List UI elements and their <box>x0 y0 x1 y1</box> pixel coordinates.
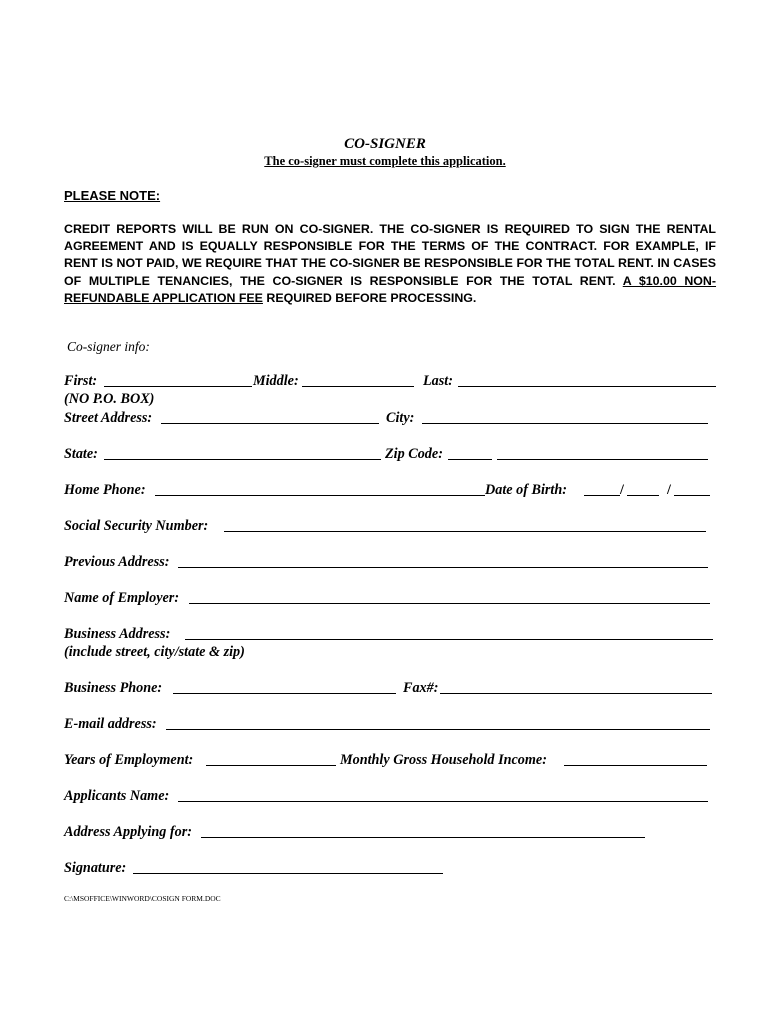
employer-field[interactable] <box>189 603 710 604</box>
city-label: City: <box>386 410 415 426</box>
state-field[interactable] <box>104 459 381 460</box>
form-subtitle: The co-signer must complete this application. <box>264 154 506 168</box>
previous-address-field[interactable] <box>178 567 708 568</box>
zip-code-label: Zip Code: <box>385 446 443 462</box>
dob-day-field[interactable] <box>627 495 659 496</box>
first-name-label: First: <box>64 373 98 389</box>
business-address-field[interactable] <box>185 639 713 640</box>
business-address-hint: (include street, city/state & zip) <box>64 644 245 660</box>
monthly-income-field[interactable] <box>564 765 707 766</box>
employer-label: Name of Employer: <box>64 590 180 606</box>
fax-label: Fax#: <box>403 680 439 696</box>
state-label: State: <box>64 446 98 462</box>
previous-address-label: Previous Address: <box>64 554 170 570</box>
street-address-field[interactable] <box>161 423 379 424</box>
years-employment-field[interactable] <box>206 765 336 766</box>
email-field[interactable] <box>166 729 710 730</box>
home-phone-label: Home Phone: <box>64 482 146 498</box>
dob-year-field[interactable] <box>674 495 710 496</box>
notice-paragraph <box>64 221 716 307</box>
notice-text-end: REQUIRED BEFORE PROCESSING. <box>262 290 477 305</box>
applicants-name-field[interactable] <box>178 801 708 802</box>
please-note-heading: PLEASE NOTE: <box>64 188 161 203</box>
business-phone-label: Business Phone: <box>64 680 163 696</box>
dob-separator: / <box>620 482 624 498</box>
notice-text-start: CREDIT REPORTS WILL BE RUN ON CO-SIGNER. THE CO-SIGNER IS REQUIRED TO SIGN THE RENTAL AGREEMENT AND IS EQUALLY RESPONSIBLE FOR THE TERMS OF THE CONTRACT. FOR EXAMPLE, IF RENT IS NOT PAID, WE REQUIRE THAT THE CO-SIGNER BE RESPONSIBLE FOR THE TOTAL RENT. IN CASES OF MULTIPLE TENANCIES, THE CO-SIGNER IS RESPONSIBLE FOR THE TOTAL RENT. <box>64 222 716 288</box>
applicants-name-label: Applicants Name: <box>64 788 170 804</box>
ssn-field[interactable] <box>224 531 706 532</box>
signature-label: Signature: <box>64 860 127 876</box>
city-field[interactable] <box>422 423 708 424</box>
business-address-label: Business Address: <box>64 626 171 642</box>
address-applying-field[interactable] <box>201 837 645 838</box>
last-name-field[interactable] <box>458 386 716 387</box>
dob-separator: / <box>667 482 671 498</box>
years-employment-label: Years of Employment: <box>64 752 194 768</box>
business-phone-field[interactable] <box>173 693 396 694</box>
no-po-box-note: (NO P.O. BOX) <box>64 391 155 407</box>
date-of-birth-label: Date of Birth: <box>485 482 567 498</box>
application-fee-text: A $10.00 NON-REFUNDABLE APPLICATION FEE <box>64 273 717 305</box>
home-phone-field[interactable] <box>155 495 485 496</box>
email-label: E-mail address: <box>64 716 157 732</box>
ssn-label: Social Security Number: <box>64 518 209 534</box>
address-applying-label: Address Applying for: <box>64 824 192 840</box>
first-name-field[interactable] <box>104 386 252 387</box>
file-path-footer: C:\MSOFFICE\WINWORD\COSIGN FORM.DOC <box>64 894 221 903</box>
cosigner-info-label: Co-signer info: <box>67 339 150 354</box>
last-name-label: Last: <box>423 373 453 389</box>
street-address-label: Street Address: <box>64 410 153 426</box>
middle-name-label: Middle: <box>253 373 299 389</box>
middle-name-field[interactable] <box>302 386 414 387</box>
fax-field[interactable] <box>440 693 712 694</box>
zip-code-extension-field[interactable] <box>497 459 708 460</box>
signature-field[interactable] <box>133 873 443 874</box>
monthly-income-label: Monthly Gross Household Income: <box>340 752 547 768</box>
zip-code-field[interactable] <box>448 459 492 460</box>
form-title: CO-SIGNER <box>344 136 426 152</box>
dob-month-field[interactable] <box>584 495 620 496</box>
